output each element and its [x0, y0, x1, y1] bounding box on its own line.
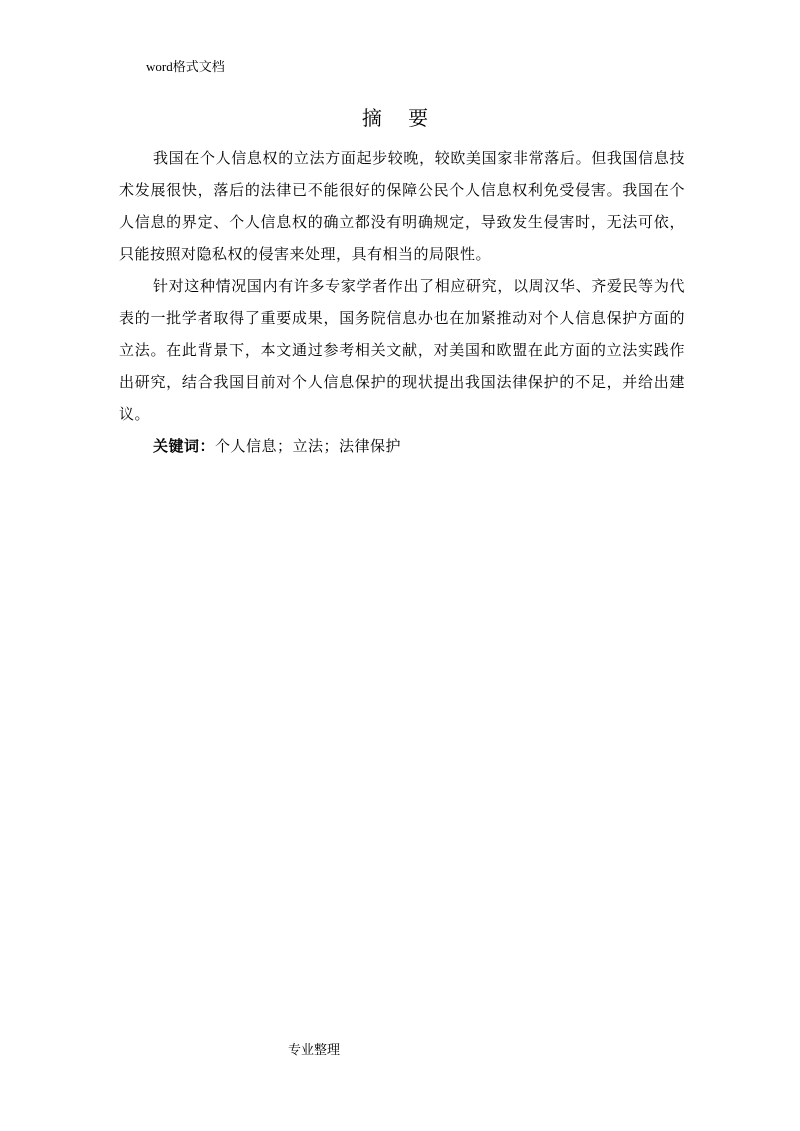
page-header: word格式文档: [146, 59, 225, 74]
abstract-body: [119, 142, 685, 462]
keywords-label: 关键词：: [153, 437, 216, 455]
page-footer: 专业整理: [288, 1042, 341, 1057]
keywords-value: 个人信息；立法；法律保护: [215, 437, 402, 455]
keywords-line: [119, 430, 685, 462]
abstract-paragraph-1: 我国在个人信息权的立法方面起步较晚，较欧美国家非常落后。但我国信息技术发展很快，落后的法律已不能很好的保障公民个人信息权利免受侵害。我国在个人信息的界定、个人信息权的确立都没有明确规定，导致发生侵害时，无法可依，只能按照对隐私权的侵害来处理，具有相当的局限性。: [119, 149, 685, 263]
abstract-paragraph-2: 针对这种情况国内有许多专家学者作出了相应研究，以周汉华、齐爱民等为代表的一批学者取得了重要成果，国务院信息办也在加紧推动对个人信息保护方面的立法。在此背景下，本文通过参考相关文献，对美国和欧盟在此方面的立法实践作出研究，结合我国目前对个人信息保护的现状提出我国法律保护的不足，并给出建议。: [119, 277, 685, 423]
abstract-title: 摘 要: [361, 106, 439, 130]
